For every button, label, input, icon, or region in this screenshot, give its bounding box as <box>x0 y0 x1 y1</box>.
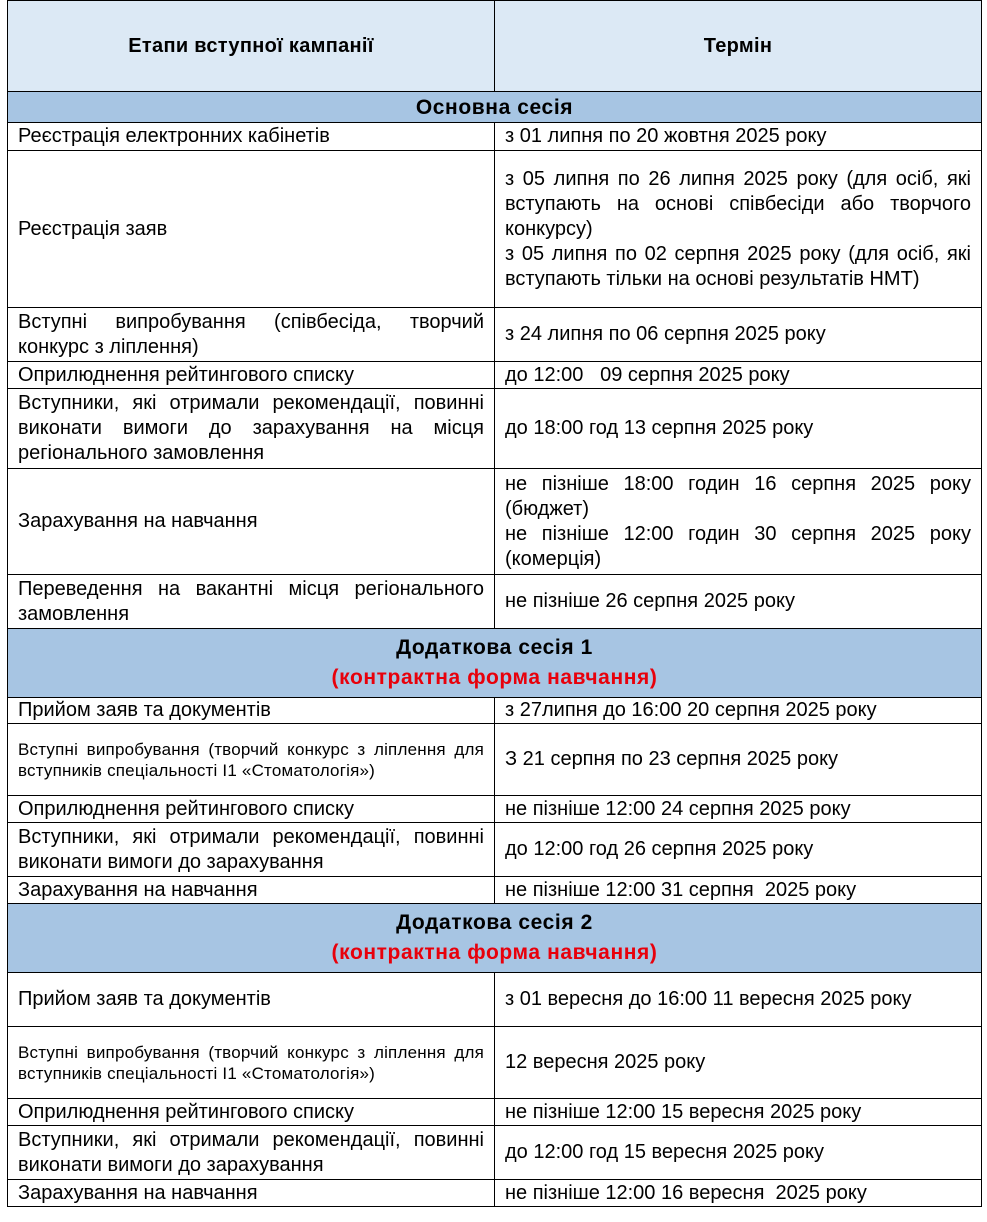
stage-cell: Вступні випробування (творчий конкурс з ліплення для вступників спеціальності І1 «Стоматологія») <box>8 724 495 796</box>
term-cell: не пізніше 12:00 31 серпня 2025 року <box>495 877 982 904</box>
term-cell: не пізніше 12:00 24 серпня 2025 року <box>495 796 982 823</box>
term-line: не пізніше 18:00 годин 16 серпня 2025 року (бюджет) <box>505 472 971 520</box>
term-cell: не пізніше 12:00 15 вересня 2025 року <box>495 1099 982 1126</box>
section-title: Додаткова сесія 2 <box>396 911 593 934</box>
stage-cell: Прийом заяв та документів <box>8 698 495 724</box>
table-row <box>8 123 982 151</box>
stage-cell: Зарахування на навчання <box>8 469 495 575</box>
term-cell: до 12:00 09 серпня 2025 року <box>495 362 982 389</box>
term-cell: не пізніше 26 серпня 2025 року <box>495 575 982 629</box>
term-cell: з 01 вересня до 16:00 11 вересня 2025 року <box>495 973 982 1027</box>
stage-cell: Вступники, які отримали рекомендації, повинні виконати вимоги до зарахування <box>8 823 495 877</box>
stage-cell: Оприлюднення рейтингового списку <box>8 362 495 389</box>
table-row <box>8 698 982 724</box>
section-extra2-header <box>8 904 982 973</box>
stage-cell: Вступники, які отримали рекомендації, повинні виконати вимоги до зарахування на місця регіонального замовлення <box>8 389 495 469</box>
header-stages: Етапи вступної кампанії <box>8 1 495 92</box>
table-row <box>8 362 982 389</box>
table-row <box>8 469 982 575</box>
stage-cell: Вступні випробування (співбесіда, творчий конкурс з ліплення) <box>8 308 495 362</box>
term-cell <box>495 469 982 575</box>
table-row <box>8 1180 982 1207</box>
stage-cell: Оприлюднення рейтингового списку <box>8 1099 495 1126</box>
table-row <box>8 1126 982 1180</box>
term-cell: з 24 липня по 06 серпня 2025 року <box>495 308 982 362</box>
header-term: Термін <box>495 1 982 92</box>
stage-cell: Реєстрація електронних кабінетів <box>8 123 495 151</box>
stage-cell: Вступники, які отримали рекомендації, повинні виконати вимоги до зарахування <box>8 1126 495 1180</box>
term-cell: з 27липня до 16:00 20 серпня 2025 року <box>495 698 982 724</box>
term-cell: З 21 серпня по 23 серпня 2025 року <box>495 724 982 796</box>
table-row <box>8 877 982 904</box>
term-cell: не пізніше 12:00 16 вересня 2025 року <box>495 1180 982 1207</box>
term-cell: 12 вересня 2025 року <box>495 1027 982 1099</box>
table-row <box>8 308 982 362</box>
stage-cell: Реєстрація заяв <box>8 151 495 308</box>
section-extra1-header <box>8 629 982 698</box>
table-row <box>8 389 982 469</box>
term-cell <box>495 151 982 308</box>
term-line: не пізніше 12:00 годин 30 серпня 2025 року (комерція) <box>505 522 971 570</box>
section-title: Додаткова сесія 1 <box>396 636 593 659</box>
table-row <box>8 796 982 823</box>
term-line: з 05 липня по 02 серпня 2025 року (для осіб, які вступають тільки на основі результатів НМТ) <box>505 242 971 290</box>
section-main-header <box>8 92 982 123</box>
stage-cell: Вступні випробування (творчий конкурс з ліплення для вступників спеціальності І1 «Стоматологія») <box>8 1027 495 1099</box>
section-title-cell <box>8 629 982 698</box>
stage-cell: Зарахування на навчання <box>8 1180 495 1207</box>
table-row <box>8 575 982 629</box>
term-cell: до 18:00 год 13 серпня 2025 року <box>495 389 982 469</box>
admission-schedule-table <box>7 0 982 1207</box>
stage-cell: Переведення на вакантні місця регіонального замовлення <box>8 575 495 629</box>
term-cell: до 12:00 год 26 серпня 2025 року <box>495 823 982 877</box>
section-title-cell <box>8 904 982 973</box>
stage-cell: Прийом заяв та документів <box>8 973 495 1027</box>
section-title: Основна сесія <box>8 92 982 123</box>
section-subtitle: (контрактна форма навчання) <box>331 941 658 964</box>
term-cell: з 01 липня по 20 жовтня 2025 року <box>495 123 982 151</box>
table-row <box>8 973 982 1027</box>
table-row <box>8 724 982 796</box>
stage-cell: Оприлюднення рейтингового списку <box>8 796 495 823</box>
term-line: з 05 липня по 26 липня 2025 року (для осіб, які вступають на основі співбесіди або творчого конкурсу) <box>505 167 971 240</box>
table-row <box>8 823 982 877</box>
term-cell: до 12:00 год 15 вересня 2025 року <box>495 1126 982 1180</box>
table-row <box>8 151 982 308</box>
table-row <box>8 1099 982 1126</box>
table-row <box>8 1027 982 1099</box>
section-subtitle: (контрактна форма навчання) <box>331 666 658 689</box>
table-header-row <box>8 1 982 92</box>
stage-cell: Зарахування на навчання <box>8 877 495 904</box>
